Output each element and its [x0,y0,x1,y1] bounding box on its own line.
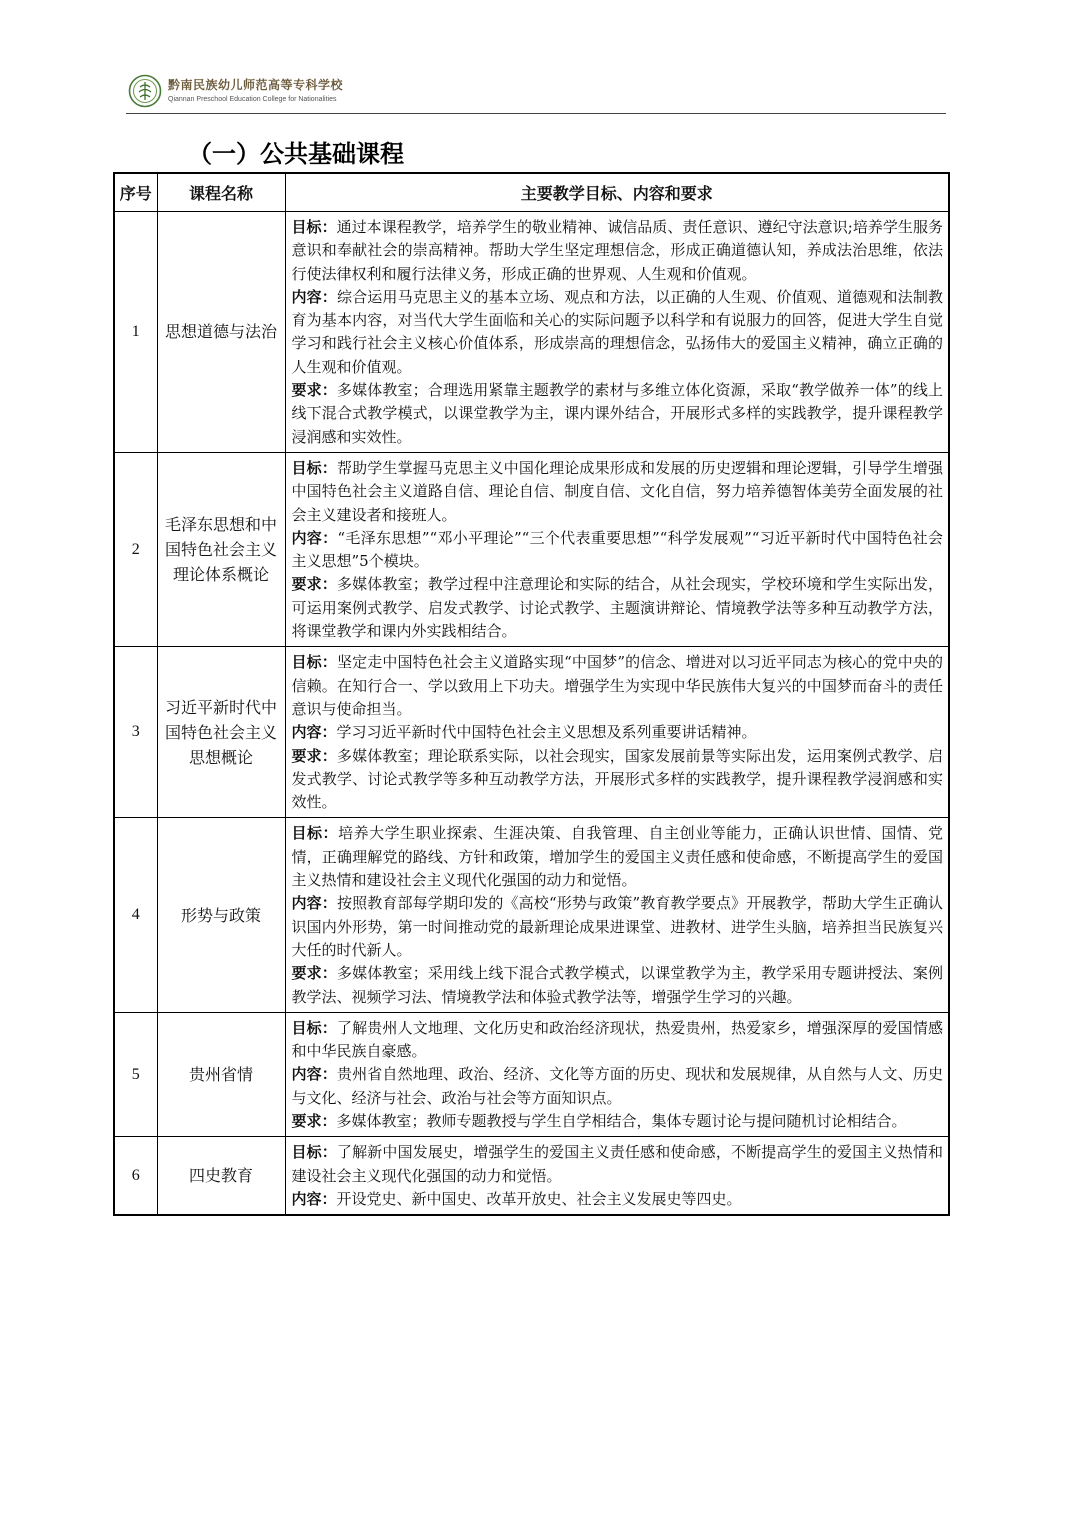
requirement-label: 要求： [291,381,337,400]
goal-text: 了解新中国发展史，增强学生的爱国主义责任感和使命感，不断提高学生的爱国主义热情和建设社会主义现代化强国的动力和觉悟。 [291,1143,943,1185]
course-name: 毛泽东思想和中国特色社会主义理论体系概论 [157,452,285,646]
goal-text: 通过本课程教学，培养学生的敬业精神、诚信品质、责任意识、遵纪守法意识;培养学生服务意识和奉献社会的崇高精神。帮助大学生坚定理想信念，形成正确道德认知，养成法治思维，依法行使法律权利和履行法律义务，形成正确的世界观、人生观和价值观。 [291,218,943,283]
course-details [285,1137,949,1215]
course-details [285,818,949,1012]
requirement-label: 要求： [291,746,337,765]
content-text: 按照教育部每学期印发的《高校“形势与政策”教育教学要点》开展教学，帮助大学生正确认识国内外形势，第一时间推动党的最新理论成果进课堂、进教材、进学生头脑，培养担当民族复兴大任的时代新人。 [291,894,943,959]
content-text: 学习习近平新时代中国特色社会主义思想及系列重要讲话精神。 [336,723,757,742]
goal-label: 目标： [291,1143,337,1162]
content-label: 内容： [291,723,337,742]
goal-paragraph [292,216,944,286]
course-details [285,1012,949,1136]
content-label: 内容： [291,1065,337,1084]
content-paragraph [292,286,944,379]
table-row [114,1012,949,1136]
course-table [113,172,950,1216]
content-paragraph [292,1063,944,1110]
row-index: 2 [114,452,157,646]
requirement-label: 要求： [291,1111,337,1130]
header-course-name: 课程名称 [157,173,285,212]
goal-label: 目标： [291,824,339,843]
header-rule [126,113,946,114]
goal-paragraph [292,457,944,527]
header-index: 序号 [114,173,157,212]
requirement-text: 多媒体教室；教学过程中注意理论和实际的结合，从社会现实，学校环境和学生实际出发，可运用案例式教学、启发式教学、讨论式教学、主题演讲辩论、情境教学法等多种互动教学方法，将课堂教学和课内外实践相结合。 [291,575,943,641]
goal-label: 目标： [291,653,337,672]
goal-text: 了解贵州人文地理、文化历史和政治经济现状，热爱贵州，热爱家乡，增强深厚的爱国情感和中华民族自豪感。 [291,1018,943,1061]
goal-label: 目标： [291,218,337,236]
goal-label: 目标： [291,458,337,477]
row-index: 6 [114,1137,157,1215]
course-name: 思想道德与法治 [157,212,285,453]
table-header-row [114,173,949,212]
requirement-text: 多媒体教室；合理选用紧靠主题教学的素材与多维立体化资源，采取“教学做养一体”的线上线下混合式教学模式，以课堂教学为主，课内课外结合，开展形式多样的实践教学，提升课程教学浸润感和实效性。 [291,381,943,446]
content-paragraph [292,721,944,744]
content-text: “毛泽东思想”“邓小平理论”“三个代表重要思想”“科学发展观”“习近平新时代中国特色社会主义思想”5个模块。 [291,528,943,571]
school-name-en: Qiannan Preschool Education College for Nationalities [168,96,337,103]
requirement-text: 多媒体教室；教师专题教授与学生自学相结合，集体专题讨论与提问随机讨论相结合。 [336,1111,907,1130]
requirement-paragraph [292,573,944,643]
content-paragraph [292,1188,944,1211]
content-label: 内容： [291,1189,337,1208]
requirement-paragraph [292,1110,944,1133]
requirement-paragraph [292,745,944,815]
requirement-label: 要求： [291,575,337,594]
school-name: 黔南民族幼儿师范高等专科学校 [168,78,344,92]
content-paragraph [292,892,944,962]
course-name: 形势与政策 [157,818,285,1012]
goal-paragraph [292,1141,944,1188]
content-text: 贵州省自然地理、政治、经济、文化等方面的历史、现状和发展规律，从自然与人文、历史与文化、经济与社会、政治与社会等方面知识点。 [291,1065,943,1107]
row-index: 5 [114,1012,157,1136]
requirement-label: 要求： [291,964,337,983]
row-index: 4 [114,818,157,1012]
table-row [114,1137,949,1215]
header-objectives: 主要教学目标、内容和要求 [285,173,949,212]
goal-text: 培养大学生职业探索、生涯决策、自我管理、自主创业等能力，正确认识世情、国情、党情，正确理解党的路线、方针和政策，增加学生的爱国主义责任感和使命感，不断提高学生的爱国主义热情和建设社会主义现代化强国的动力和觉悟。 [291,824,943,890]
row-index: 3 [114,647,157,818]
goal-text: 坚定走中国特色社会主义道路实现“中国梦”的信念、增进对以习近平同志为核心的党中央的信赖。在知行合一、学以致用上下功夫。增强学生为实现中华民族伟大复兴的中国梦而奋斗的责任意识与使命担当。 [291,653,943,718]
table-row [114,452,949,646]
table-row [114,647,949,818]
content-label: 内容： [291,287,337,306]
page-header [126,70,946,116]
goal-paragraph [292,1017,944,1064]
goal-paragraph [292,651,944,721]
row-index: 1 [114,212,157,453]
goal-paragraph [292,822,944,892]
requirement-paragraph [292,962,944,1009]
course-details [285,452,949,646]
course-name: 四史教育 [157,1137,285,1215]
requirement-text: 多媒体教室；采用线上线下混合式教学模式，以课堂教学为主，教学采用专题讲授法、案例教学法、视频学习法、情境教学法和体验式教学法等，增强学生学习的兴趣。 [291,964,943,1006]
content-label: 内容： [291,528,338,547]
course-details [285,647,949,818]
school-logo-icon [128,74,162,108]
course-name: 习近平新时代中国特色社会主义思想概论 [157,647,285,818]
table-row [114,818,949,1012]
requirement-paragraph [292,379,944,449]
school-brand [168,76,343,103]
goal-label: 目标： [291,1018,337,1037]
content-text: 综合运用马克思主义的基本立场、观点和方法，以正确的人生观、价值观、道德观和法制教育为基本内容，对当代大学生面临和关心的实际问题予以科学和有说服力的回答，促进大学生自觉学习和践行社会主义核心价值体系，形成崇高的理想信念，弘扬伟大的爱国主义精神，确立正确的人生观和价值观。 [291,287,943,376]
content-paragraph [292,527,944,574]
section-title: （一）公共基础课程 [188,140,404,168]
requirement-text: 多媒体教室；理论联系实际，以社会现实，国家发展前景等实际出发，运用案例式教学、启发式教学、讨论式教学等多种互动教学方法，开展形式多样的实践教学，提升课程教学浸润感和实效性。 [291,746,943,812]
table-row [114,212,949,453]
course-name: 贵州省情 [157,1012,285,1136]
content-label: 内容： [291,894,337,913]
content-text: 开设党史、新中国史、改革开放史、社会主义发展史等四史。 [336,1189,742,1208]
goal-text: 帮助学生掌握马克思主义中国化理论成果形成和发展的历史逻辑和理论逻辑，引导学生增强中国特色社会主义道路自信、理论自信、制度自信、文化自信，努力培养德智体美劳全面发展的社会主义建设者和接班人。 [291,458,943,524]
course-details [285,212,949,453]
